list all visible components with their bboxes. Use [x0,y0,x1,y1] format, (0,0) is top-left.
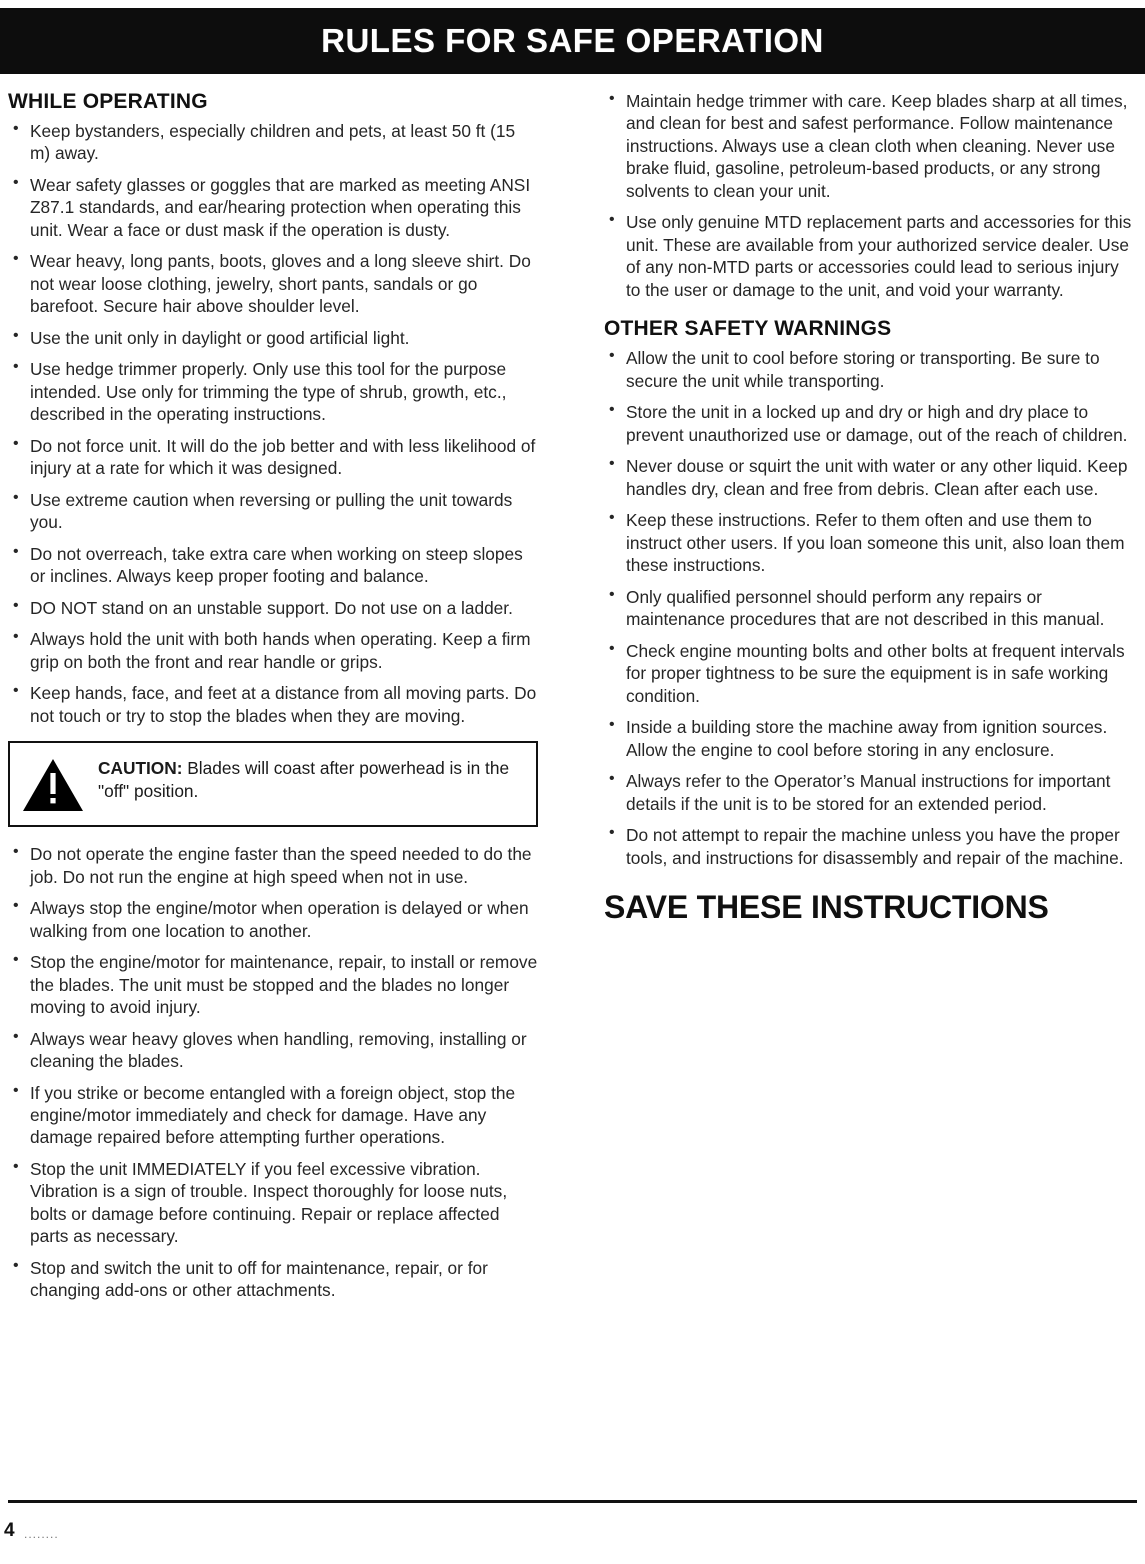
list-item: • Keep bystanders, especially children and pets, at least 50 ft (15 m) away. [8,120,538,165]
list-item: • Always hold the unit with both hands when operating. Keep a firm grip on both the front and rear handle or grips. [8,628,538,673]
list-item: • Always wear heavy gloves when handling, removing, installing or cleaning the blades. [8,1028,538,1073]
list-item: • Always refer to the Operator’s Manual instructions for important details if the unit is to be stored for an extended period. [604,770,1134,815]
right-column [604,90,1134,926]
list-item: • Store the unit in a locked up and dry or high and dry place to prevent unauthorized use or damage, out of the reach of children. [604,401,1134,446]
list-item: • Wear safety glasses or goggles that are marked as meeting ANSI Z87.1 standards, and ear/hearing protection when operating this unit. Wear a face or dust mask if the operation is dusty. [8,174,538,241]
right-bullet-list [604,347,1134,869]
list-item: • Maintain hedge trimmer with care. Keep blades sharp at all times, and clean for best and safest performance. Follow maintenance instructions. Always use a clean cloth when cleaning. Never use brake fluid, gasoline, petroleum-based products, or any strong solvents to clean your unit. [604,90,1134,202]
footer-divider [8,1500,1137,1503]
list-item: • Never douse or squirt the unit with water or any other liquid. Keep handles dry, clean and free from debris. Clean after each use. [604,455,1134,500]
list-item: • Allow the unit to cool before storing or transporting. Be sure to secure the unit while transporting. [604,347,1134,392]
list-item: • Inside a building store the machine away from ignition sources. Allow the engine to cool before storing in any enclosure. [604,716,1134,761]
list-item: • Only qualified personnel should perform any repairs or maintenance procedures that are not described in this manual. [604,586,1134,631]
page-number: 4 [4,1520,15,1541]
list-item: • Stop the unit IMMEDIATELY if you feel excessive vibration. Vibration is a sign of trouble. Inspect thoroughly for loose nuts, bolts or damage before continuing. Repair or replace affected parts as necessary. [8,1158,538,1248]
list-item: • Always stop the engine/motor when operation is delayed or when walking from one location to another. [8,897,538,942]
list-item: • Do not force unit. It will do the job better and with less likelihood of injury at a rate for which it was designed. [8,435,538,480]
warning-triangle-icon [22,757,84,813]
list-item: • If you strike or become entangled with a foreign object, stop the engine/motor immediately and check for damage. Have any damage repaired before attempting further operations. [8,1082,538,1149]
save-these-instructions: SAVE THESE INSTRUCTIONS [604,889,1049,926]
heading-while-operating: WHILE OPERATING [8,90,208,113]
caution-text [98,755,524,802]
list-item: • Use only genuine MTD replacement parts and accessories for this unit. These are available from your authorized service dealer. Use of any non-MTD parts or accessories could lead to serious injury to the user or damage to the unit, and void your warranty. [604,211,1134,301]
caution-box [8,741,538,827]
heading-other-safety-warnings: OTHER SAFETY WARNINGS [604,317,892,341]
right-bullet-list-top [604,90,1134,301]
list-item: • Keep these instructions. Refer to them often and use them to instruct other users. If you loan someone this unit, also loan them these instructions. [604,509,1134,576]
caution-label: CAUTION: [98,758,183,779]
list-item: • Use hedge trimmer properly. Only use this tool for the purpose intended. Use only for trimming the type of shrub, growth, etc., described in the operating instructions. [8,358,538,425]
caution-body: Blades will coast after powerhead is in the "off" position. [98,758,510,801]
left-column [8,90,538,1311]
list-item: • DO NOT stand on an unstable support. Do not use on a ladder. [8,597,538,619]
list-item: • Use extreme caution when reversing or pulling the unit towards you. [8,489,538,534]
list-item: • Wear heavy, long pants, boots, gloves and a long sleeve shirt. Do not wear loose clothing, jewelry, short pants, sandals or go barefoot. Secure hair above shoulder level. [8,250,538,317]
list-item: • Do not overreach, take extra care when working on steep slopes or inclines. Always keep proper footing and balance. [8,543,538,588]
list-item: • Check engine mounting bolts and other bolts at frequent intervals for proper tightness to be sure the equipment is in safe working condition. [604,640,1134,707]
list-item: • Stop and switch the unit to off for maintenance, repair, or for changing add-ons or other attachments. [8,1257,538,1302]
left-bullet-list-top [8,120,538,727]
left-bullet-list-bottom [8,843,538,1302]
list-item: • Use the unit only in daylight or good artificial light. [8,327,538,349]
page-title: RULES FOR SAFE OPERATION [321,22,824,59]
footer-dots: ........ [24,1527,59,1541]
list-item: • Do not attempt to repair the machine unless you have the proper tools, and instructions for disassembly and repair of the machine. [604,824,1134,869]
list-item: • Do not operate the engine faster than the speed needed to do the job. Do not run the engine at high speed when not in use. [8,843,538,888]
list-item: • Keep hands, face, and feet at a distance from all moving parts. Do not touch or try to stop the blades when they are moving. [8,682,538,727]
list-item: • Stop the engine/motor for maintenance, repair, to install or remove the blades. The unit must be stopped and the blades no longer moving to avoid injury. [8,951,538,1018]
